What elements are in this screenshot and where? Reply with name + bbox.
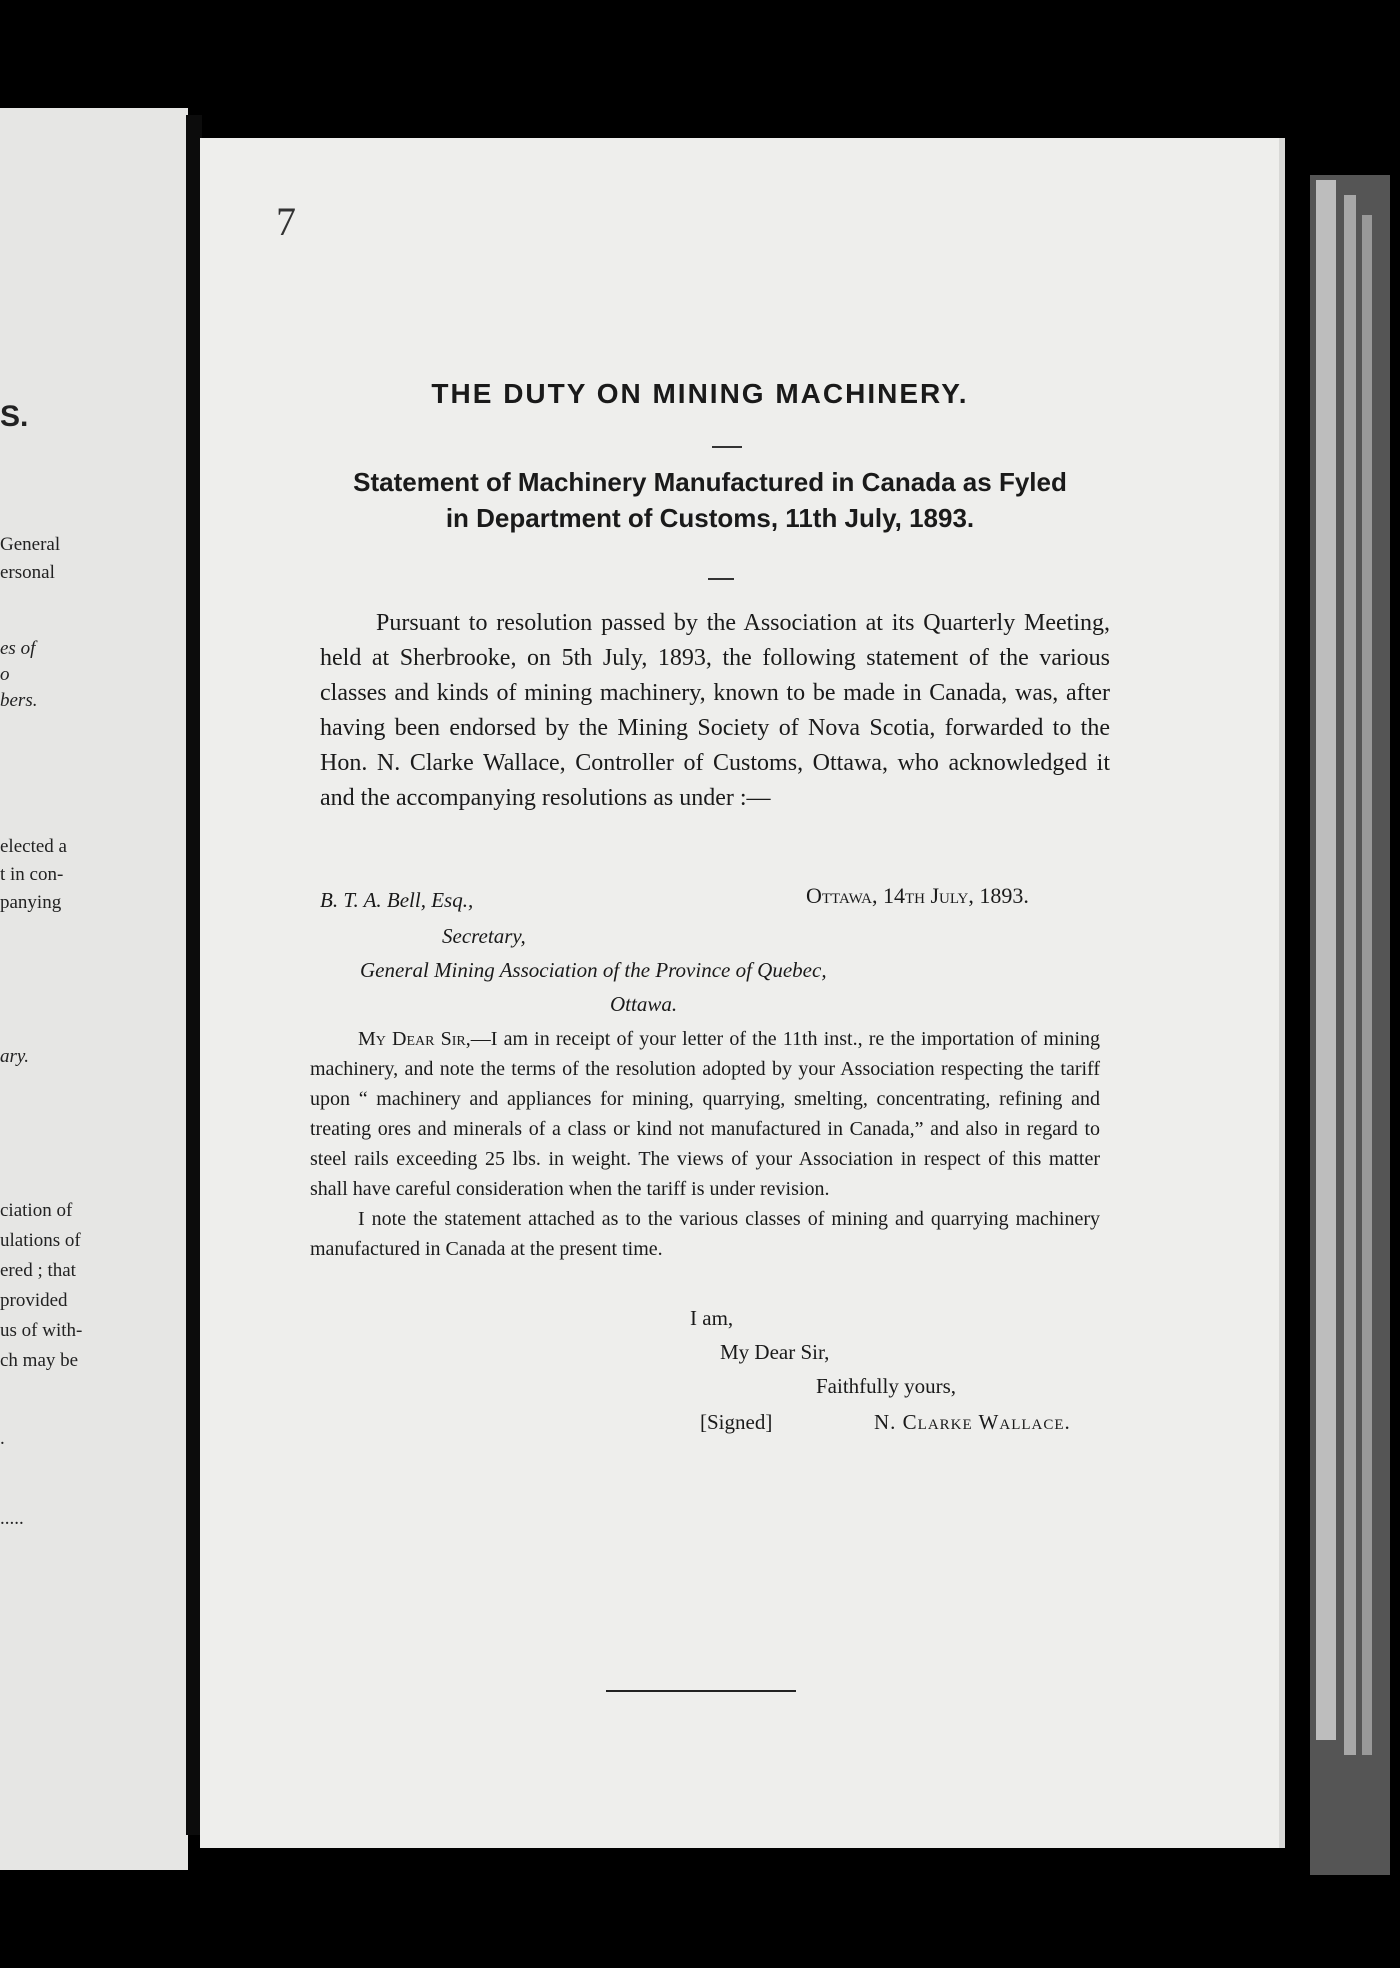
page-leaf (1344, 195, 1356, 1755)
left-fragment: provided (0, 1290, 68, 1311)
signature: N. Clarke Wallace. (874, 1410, 1071, 1434)
document-subtitle-line1: Statement of Machinery Manufactured in Canada as Fyled (353, 467, 1067, 497)
addressee-city: Ottawa. (610, 992, 678, 1016)
left-fragment: t in con- (0, 864, 64, 885)
letter-paragraph-1 (310, 1024, 1100, 1204)
subtitle-divider (708, 578, 734, 580)
left-fragment: es of (0, 638, 36, 659)
left-fragment: us of with- (0, 1320, 83, 1341)
left-fragment: panying (0, 892, 62, 913)
document-subtitle-line2: in Department of Customs, 11th July, 1893. (445, 503, 975, 533)
addressee-name: B. T. A. Bell, Esq., (320, 888, 474, 912)
left-fragment: ch may be (0, 1350, 79, 1371)
document-title: THE DUTY ON MINING MACHINERY. (431, 378, 969, 409)
left-fragment: ulations of (0, 1230, 81, 1251)
page-leaf (1316, 180, 1336, 1740)
left-fragment: ciation of (0, 1200, 73, 1221)
closing-rule (606, 1690, 796, 1692)
letter-paragraph-1-text: —I am in receipt of your letter of the 11th inst., re the importation of mining machinery, and note the terms of the resolution adopted by your Association respecting the tariff upon “ machinery and appliances for mining, quarrying, smelting, concentrating, refining and treating ores and minerals of a class or kind not manufactured in Canada,” and also in regard to steel rails exceeding 25 lbs. in weight. The views of your Association in respect of this matter shall have careful consideration when the tariff is under revision. (310, 1028, 1100, 1200)
left-fragment: S. (0, 400, 29, 433)
left-fragment: . (0, 1428, 5, 1449)
addressee-organisation: General Mining Association of the Province of Quebec, (360, 958, 827, 982)
left-fragment: ary. (0, 1046, 30, 1067)
page-edge-shadow (1279, 138, 1285, 1848)
closing-faithfully-yours: Faithfully yours, (816, 1374, 956, 1398)
document-page (200, 138, 1285, 1848)
left-fragment: ..... (0, 1508, 24, 1529)
left-fragment: General (0, 534, 61, 555)
closing-my-dear-sir: My Dear Sir, (720, 1340, 830, 1364)
letter-paragraph-2: I note the statement attached as to the various classes of mining and quarrying machinery manufactured in Canada at the present time. (310, 1208, 1100, 1260)
signed-note: [Signed] (700, 1410, 773, 1434)
left-fragment: bers. (0, 690, 38, 711)
letter-salutation: My Dear Sir, (358, 1028, 471, 1050)
letter-body (310, 1024, 1100, 1264)
intro-paragraph: Pursuant to resolution passed by the Association at its Quarterly Meeting, held at Sherbrooke, on 5th July, 1893, the following statement of the various classes and kinds of mining machinery, known to be made in Canada, was, after having been endorsed by the Mining Society of Nova Scotia, forwarded to the Hon. N. Clarke Wallace, Controller of Customs, Ottawa, who acknowledged it and the accompanying resolutions as under :— (320, 610, 1110, 811)
left-fragment: ersonal (0, 562, 55, 583)
letter-place-date: Ottawa, 14th July, 1893. (806, 883, 1029, 908)
left-fragment: o (0, 664, 10, 685)
addressee-title: Secretary, (442, 924, 526, 948)
left-fragment: elected a (0, 836, 67, 857)
title-divider (712, 446, 742, 448)
page-leaf (1362, 215, 1372, 1755)
page-mark: 7 (276, 199, 296, 244)
facing-page-left (0, 108, 188, 1870)
left-fragment: ered ; that (0, 1260, 76, 1281)
closing-i-am: I am, (690, 1306, 734, 1330)
page-edges-right (1310, 175, 1390, 1875)
